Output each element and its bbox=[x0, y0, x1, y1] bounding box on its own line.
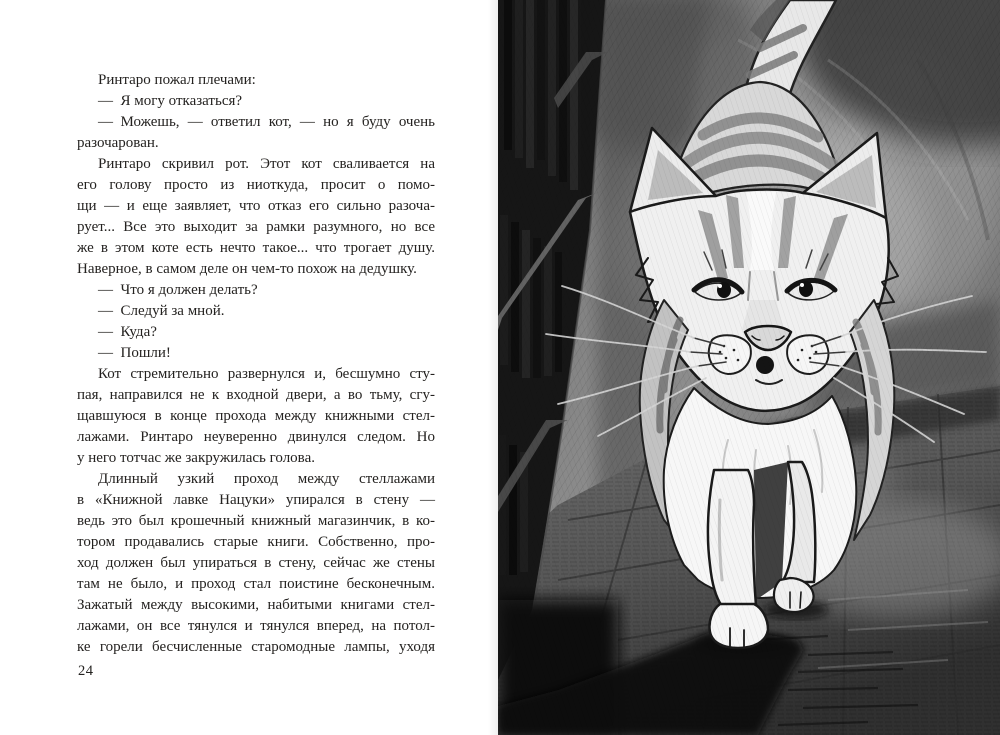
text-line: лажами. Ринтаро неуверенно двинулся следом. Но bbox=[77, 429, 435, 445]
text-line: тором продавались старые книги. Собственно, про- bbox=[77, 534, 435, 550]
text-line: же в этом коте есть нечто такое... что трогает душу. bbox=[77, 240, 435, 256]
text-line: — Пошли! bbox=[98, 345, 171, 361]
text-line: щи — и еще заявляет, что отказ его сильно разоча- bbox=[77, 198, 435, 214]
page-number: 24 bbox=[78, 663, 94, 679]
text-line: рует... Все это выходит за рамки разумного, но все bbox=[77, 219, 435, 235]
text-line: Наверное, в самом деле он чем-то похож на дедушку. bbox=[77, 261, 417, 277]
texture-overlay bbox=[498, 0, 1000, 735]
text-line: — Можешь, — ответил кот, — но я буду очень bbox=[98, 114, 435, 130]
text-line: разочарован. bbox=[77, 135, 159, 151]
text-line: — Что я должен делать? bbox=[98, 282, 258, 298]
text-line: щавшуюся в конце прохода между книжными стел- bbox=[77, 408, 435, 424]
text-line: Зажатый между высокими, набитыми книгами стел- bbox=[77, 597, 435, 613]
text-line: ведь это был крошечный книжный магазинчик, в ко- bbox=[77, 513, 435, 529]
text-line: Ринтаро скривил рот. Этот кот сваливается на bbox=[98, 156, 435, 172]
text-line: Кот стремительно развернулся и, бесшумно сту- bbox=[98, 366, 435, 382]
illustration-page bbox=[498, 0, 1000, 735]
cat-illustration bbox=[498, 0, 1000, 735]
text-page bbox=[0, 0, 498, 735]
text-line: — Куда? bbox=[98, 324, 157, 340]
text-line: ке горели бесчисленные старомодные лампы, уходя bbox=[77, 639, 435, 655]
text-line: лажами, он все тянулся и тянулся вперед, на потол- bbox=[77, 618, 435, 634]
text-line: — Я могу отказаться? bbox=[98, 93, 243, 109]
page-text bbox=[77, 70, 435, 658]
text-line: Ринтаро пожал плечами: bbox=[98, 72, 256, 88]
text-line: ход должен был упираться в стену, сейчас же стены bbox=[77, 555, 435, 571]
text-line: в «Книжной лавке Нацуки» упирался в стену — bbox=[77, 492, 435, 508]
text-line: пая, направился не к входной двери, а во тьму, сгу- bbox=[77, 387, 435, 403]
text-line: у него тотчас же закружилась голова. bbox=[77, 450, 315, 466]
text-line: Длинный узкий проход между стеллажами bbox=[98, 471, 435, 487]
text-line: — Следуй за мной. bbox=[98, 303, 225, 319]
page-gutter-shadow bbox=[488, 0, 498, 735]
text-line: там не было, и проход стал поистине бесконечным. bbox=[77, 576, 435, 592]
text-line: его голову просто из ниоткуда, просит о помо- bbox=[77, 177, 435, 193]
